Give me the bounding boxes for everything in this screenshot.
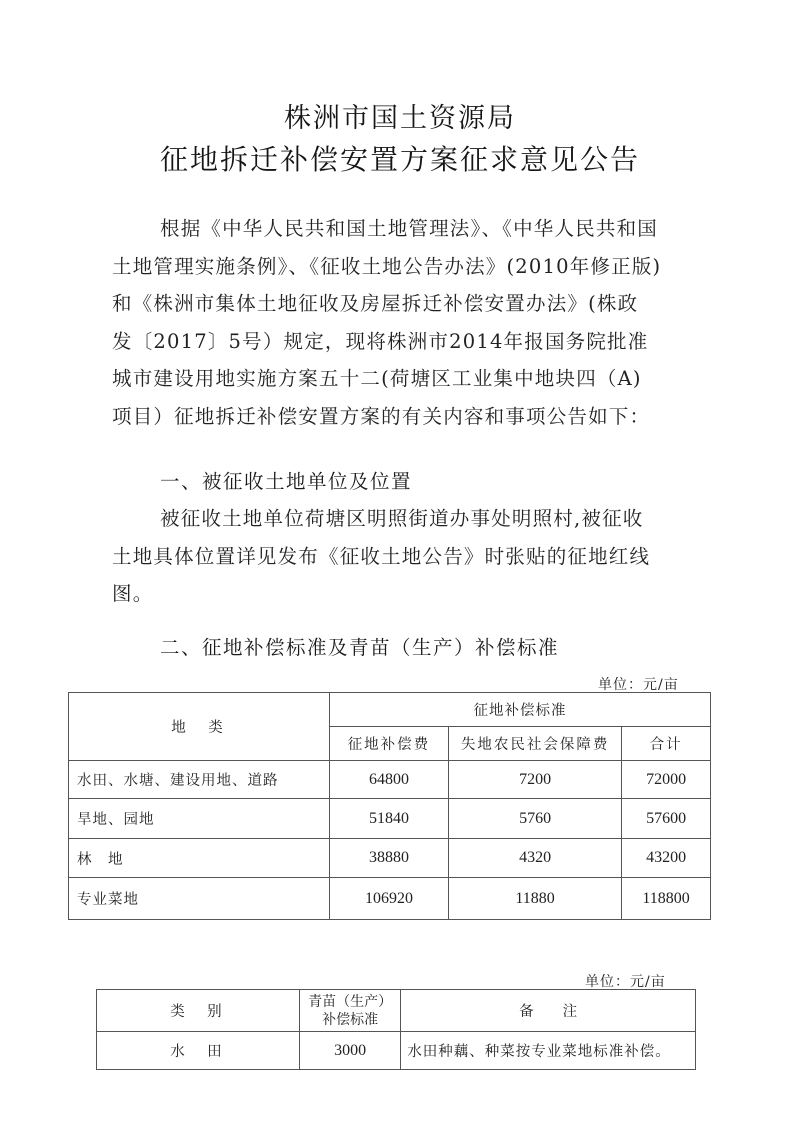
compensation-cell: 38880 <box>329 839 448 878</box>
header-land-type: 地 类 <box>69 693 330 761</box>
header-crop-standard-line2: 补偿标准 <box>322 1011 379 1028</box>
intro-line: 发〔2017〕5号）规定，现将株洲市2014年报国务院批准 <box>112 329 649 353</box>
header-total: 合计 <box>622 727 711 761</box>
section1-heading: 一、被征收土地单位及位置 <box>160 470 413 493</box>
document-title-line1: 株洲市国土资源局 <box>284 103 516 134</box>
intro-line: 和《株洲市集体土地征收及房屋拆迁补偿安置办法》(株政 <box>112 292 639 315</box>
note-cell: 水田种藕、种菜按专业菜地标准补偿。 <box>401 1032 696 1070</box>
land-type-cell: 专业菜地 <box>69 878 330 920</box>
land-type-cell: 旱地、园地 <box>69 799 330 839</box>
section1-paragraph <box>112 500 688 613</box>
header-crop-standard-line1: 青苗（生产） <box>308 993 393 1010</box>
compensation-cell: 51840 <box>329 799 448 839</box>
intro-line: 土地管理实施条例》、《征收土地公告办法》(2010年修正版) <box>112 254 662 278</box>
header-compensation-fee: 征地补偿费 <box>329 727 448 761</box>
section1-line: 土地具体位置详见发布《征收土地公告》时张贴的征地红线 <box>112 544 651 568</box>
document-title-line2: 征地拆迁补偿安置方案征求意见公告 <box>159 143 640 176</box>
intro-paragraph <box>112 210 688 435</box>
table-row <box>69 799 711 839</box>
intro-line: 城市建设用地实施方案五十二(荷塘区工业集中地块四（A) <box>112 367 642 390</box>
header-social-security-fee: 失地农民社会保障费 <box>448 727 621 761</box>
header-crop-standard <box>299 990 400 1032</box>
table1-unit: 单位：元/亩 <box>598 677 679 693</box>
category-cell: 水 田 <box>97 1032 300 1070</box>
total-cell: 118800 <box>622 878 711 920</box>
table-row <box>69 839 711 878</box>
header-category: 类 别 <box>97 990 300 1032</box>
land-type-cell: 水田、水塘、建设用地、道路 <box>69 761 330 799</box>
land-compensation-table <box>68 692 711 920</box>
total-cell: 57600 <box>622 799 711 839</box>
intro-line: 项目）征地拆迁补偿安置方案的有关内容和事项公告如下： <box>112 404 651 428</box>
table-row <box>97 1032 696 1070</box>
social-security-cell: 7200 <box>448 761 621 799</box>
total-cell: 43200 <box>622 839 711 878</box>
table-row <box>69 761 711 799</box>
compensation-cell: 64800 <box>329 761 448 799</box>
land-type-cell: 林 地 <box>69 839 330 878</box>
crop-compensation-table <box>96 989 696 1070</box>
social-security-cell: 11880 <box>448 878 621 920</box>
standard-cell: 3000 <box>299 1032 400 1070</box>
section2-heading: 二、征地补偿标准及青苗（生产）补偿标准 <box>160 636 560 659</box>
header-compensation-standard: 征地补偿标准 <box>329 693 710 727</box>
table-row <box>69 878 711 920</box>
section1-line: 图。 <box>112 582 154 605</box>
table2-unit: 单位：元/亩 <box>585 974 666 990</box>
intro-line: 根据《中华人民共和国土地管理法》、《中华人民共和国 <box>160 217 659 240</box>
total-cell: 72000 <box>622 761 711 799</box>
social-security-cell: 4320 <box>448 839 621 878</box>
social-security-cell: 5760 <box>448 799 621 839</box>
header-note: 备 注 <box>401 990 696 1032</box>
section1-line: 被征收土地单位荷塘区明照街道办事处明照村,被征收 <box>160 507 644 530</box>
compensation-cell: 106920 <box>329 878 448 920</box>
